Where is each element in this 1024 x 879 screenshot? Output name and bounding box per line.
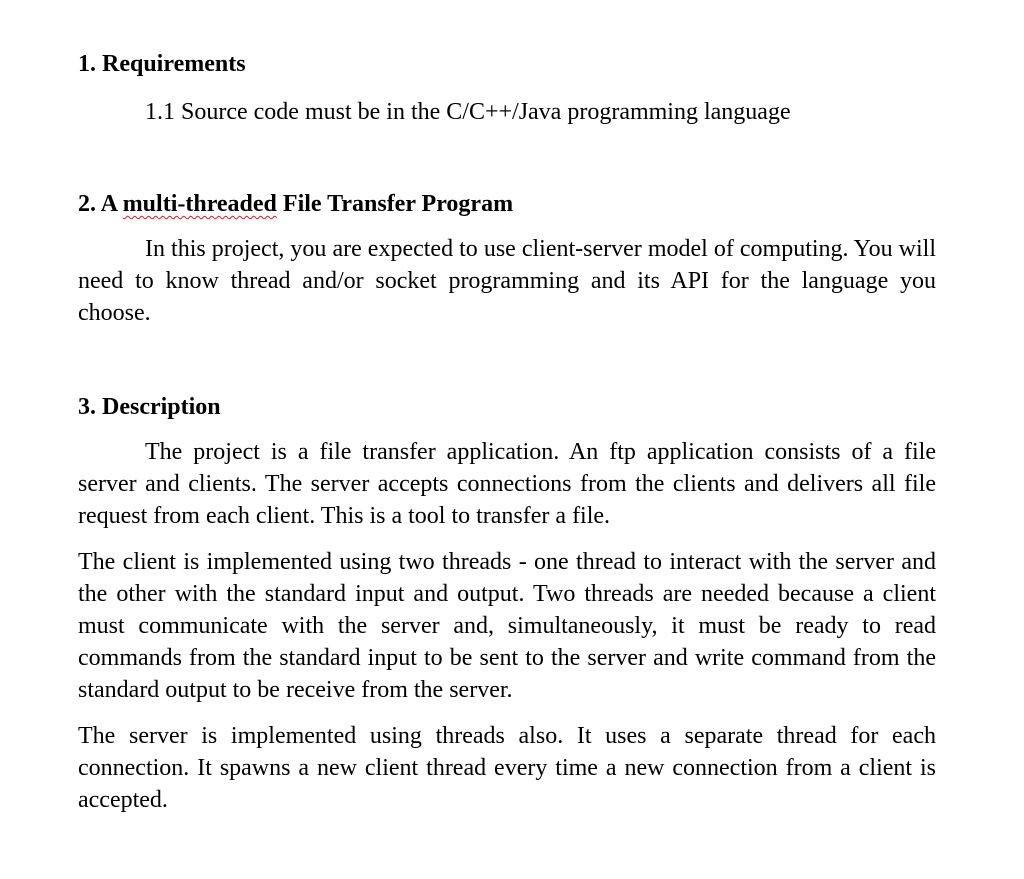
requirement-item-1-1: 1.1 Source code must be in the C/C++/Java programming language: [145, 99, 791, 125]
section-3-paragraph-3: The server is implemented using threads also. It uses a separate thread for each connection. It spawns a new client thread every time a new connection from a client is accepted.: [78, 723, 936, 813]
section-1-heading: 1. Requirements: [78, 51, 246, 77]
section-3-paragraph-2: The client is implemented using two threads - one thread to interact with the server and the other with the standard input and output. Two threads are needed because a client must communicate with the server and, simultaneously, it must be ready to read commands from the standard input to be sent to the server and write command from the standard output to be receive from the server.: [78, 549, 936, 703]
section-2-heading: [78, 190, 513, 218]
section-3-paragraph-1: The project is a file transfer application. An ftp application consists of a file server and clients. The server accepts connections from the clients and delivers all file request from each client. This is a tool to transfer a file.: [78, 439, 936, 529]
section-2-paragraph: In this project, you are expected to use client-server model of computing. You will need to know thread and/or socket programming and its API for the language you choose.: [78, 236, 936, 326]
section-2-heading-suffix: File Transfer Program: [276, 191, 514, 217]
spellcheck-flagged-word[interactable]: multi-threaded: [122, 191, 277, 217]
section-3-heading: 3. Description: [78, 394, 221, 420]
section-2-heading-prefix: 2. A: [78, 191, 123, 217]
